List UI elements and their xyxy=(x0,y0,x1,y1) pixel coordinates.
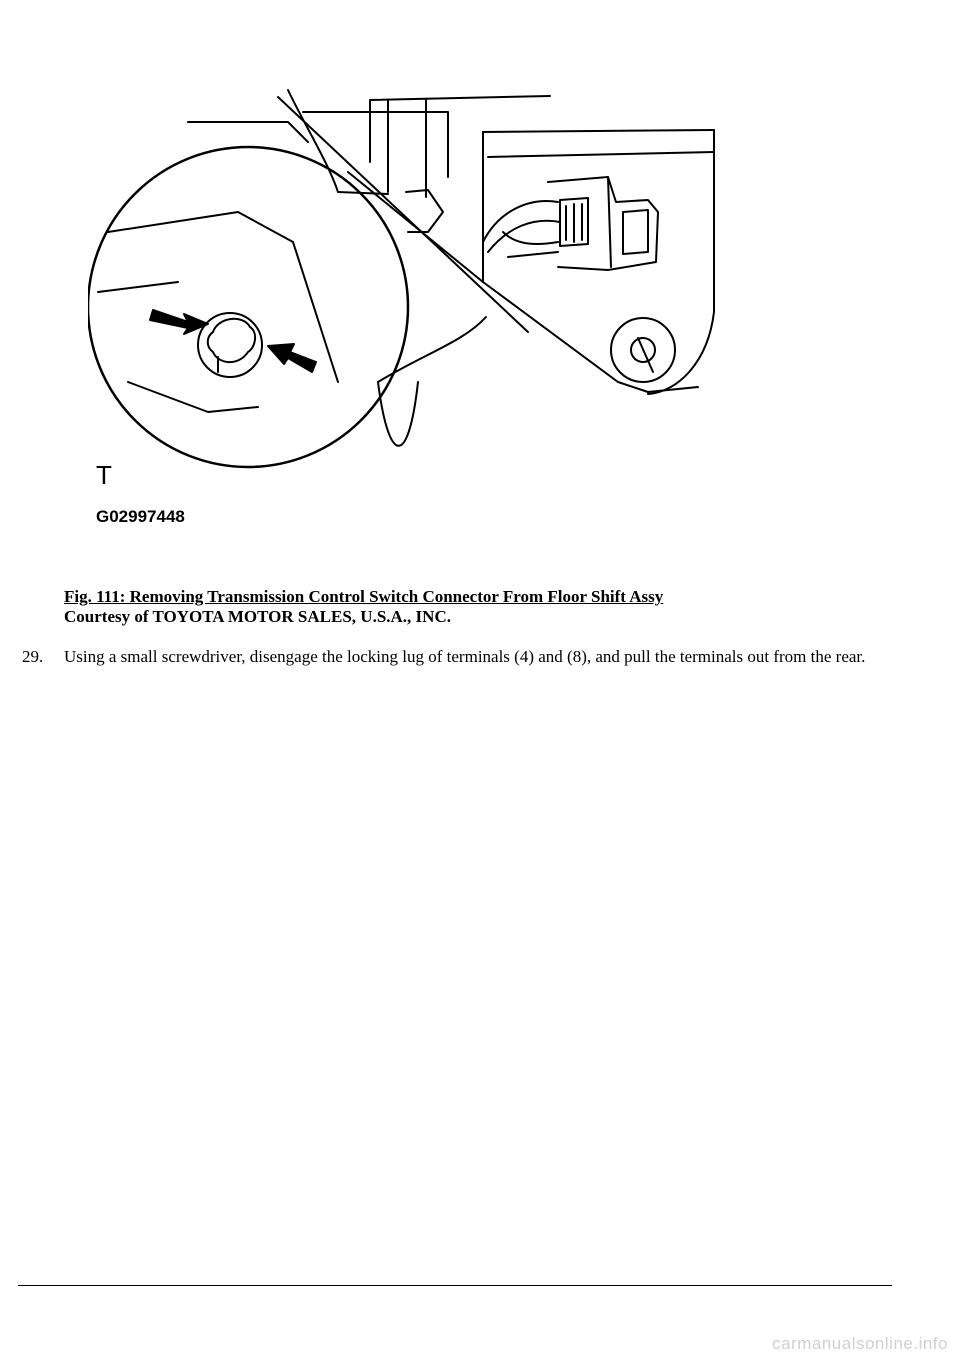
watermark: carmanualsonline.info xyxy=(772,1334,948,1353)
floor-shift-assembly xyxy=(278,90,714,394)
figure-code: G02997448 xyxy=(96,507,185,526)
right-arrow-icon xyxy=(268,344,316,372)
step-text: Using a small screwdriver, disengage the locking lug of terminals (4) and (8), and pull the terminals out from the rear. xyxy=(64,647,866,666)
page-divider xyxy=(18,1285,892,1286)
left-arrow-icon xyxy=(150,310,208,334)
figure-caption-credit: Courtesy of TOYOTA MOTOR SALES, U.S.A., INC. xyxy=(64,607,451,626)
figure-letter: T xyxy=(96,460,112,490)
figure-caption-title: Fig. 111: Removing Transmission Control Switch Connector From Floor Shift Assy xyxy=(64,587,664,606)
connector-removal-illustration xyxy=(88,82,728,532)
step-number: 29. xyxy=(22,647,44,666)
